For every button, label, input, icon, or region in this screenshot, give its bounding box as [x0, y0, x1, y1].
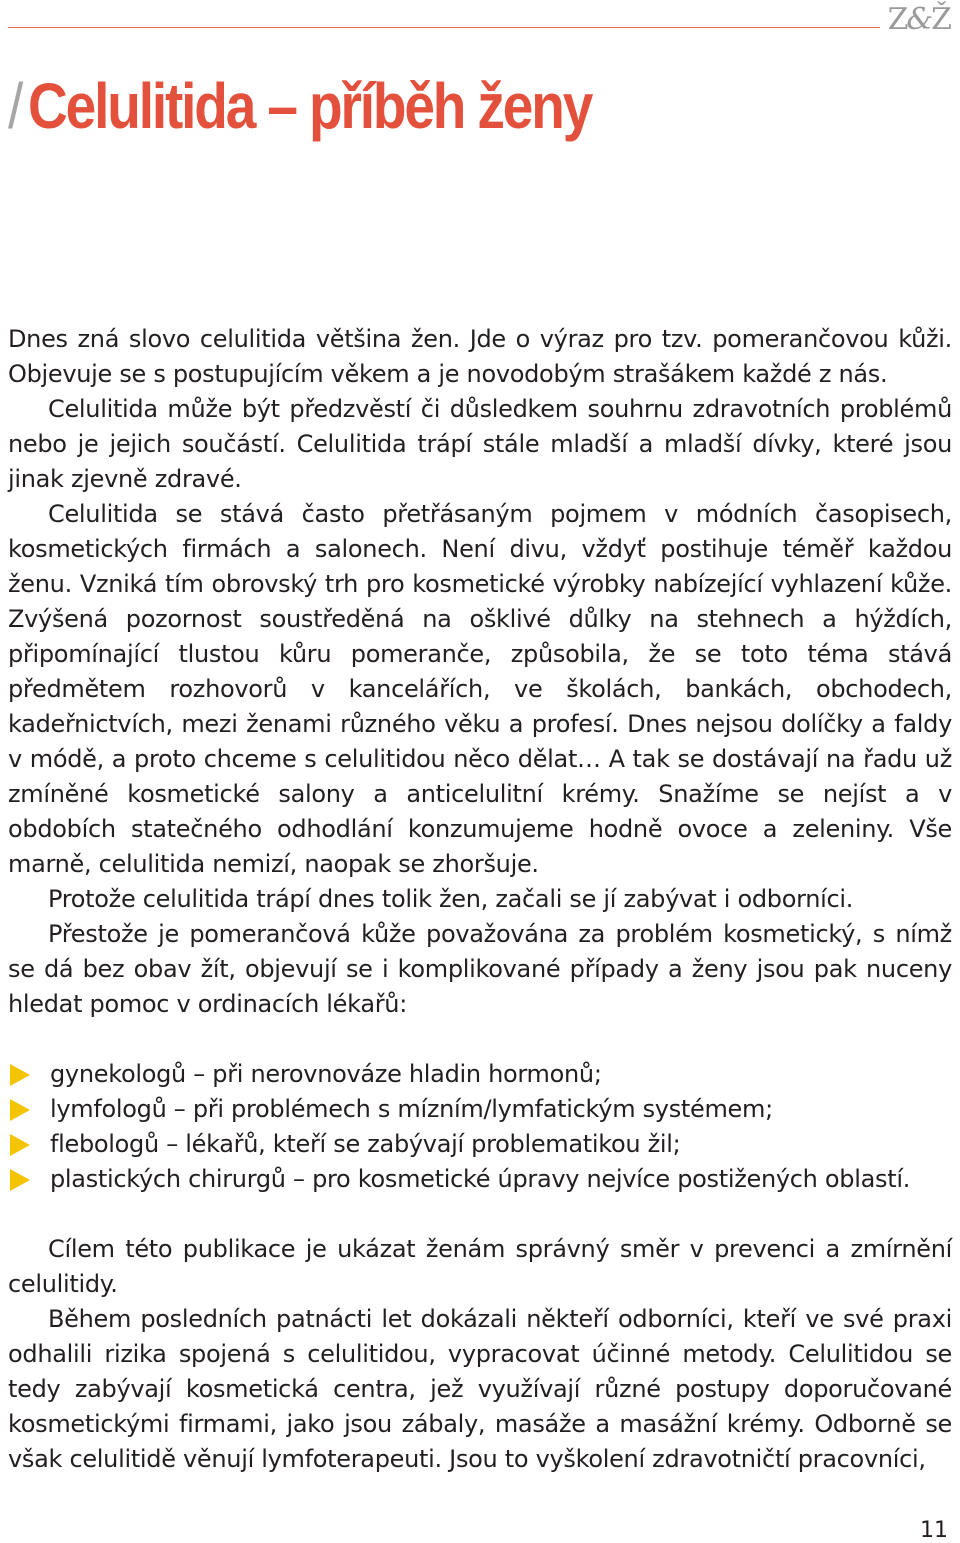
- list-item: [8, 1127, 952, 1162]
- triangle-bullet-icon: [10, 1134, 30, 1156]
- list-item: [8, 1162, 952, 1197]
- list-item-text: plastických chirurgů – pro kosmetické úpravy nejvíce postižených oblastí.: [50, 1165, 911, 1193]
- article-body: [8, 322, 952, 1477]
- list-item-text: flebologů – lékařů, kteří se zabývají problematikou žil;: [50, 1130, 681, 1158]
- triangle-bullet-icon: [10, 1064, 30, 1086]
- specialists-list: [8, 1057, 952, 1197]
- title-text: Celulitida – příběh ženy: [28, 70, 592, 142]
- page-title: [8, 66, 591, 146]
- paragraph-intro: Dnes zná slovo celulitida většina žen. Jde o výraz pro tzv. pomerančovou kůži. Objevuje se s postupujícím věkem a je novodobým strašákem každé z nás.: [8, 325, 952, 388]
- paragraph-5: Přestože je pomerančová kůže považována za problém kosmetický, s nímž se dá bez obav žít, objevují se i komplikované případy a ženy jsou pak nuceny hledat pomoc v ordinacích lékařů:: [8, 920, 952, 1018]
- page-number: 11: [920, 1518, 948, 1543]
- publisher-logo: [888, 0, 950, 40]
- triangle-bullet-icon: [10, 1169, 30, 1191]
- paragraph-6: Cílem této publikace je ukázat ženám správný směr v prevenci a zmírnění celulitidy.: [8, 1235, 952, 1298]
- list-item-text: lymfologů – při problémech s mízním/lymfatickým systémem;: [50, 1095, 773, 1123]
- list-item: [8, 1092, 952, 1127]
- list-item-text: gynekologů – při nerovnováze hladin hormonů;: [50, 1060, 602, 1088]
- triangle-bullet-icon: [10, 1099, 30, 1121]
- logo-z: Z: [887, 2, 907, 37]
- logo-ampersand: &: [906, 2, 932, 37]
- logo-zh: Ž: [931, 2, 950, 37]
- paragraph-3: Celulitida se stává často přetřásaným pojmem v módních časopisech, kosmetických firmách a salonech. Není divu, vždyť postihuje téměř každou ženu. Vzniká tím obrovský trh pro kosmetické výrobky nabízející vyhlazení kůže. Zvýšená pozornost soustředěná na ošklivé důlky na stehnech a hýždích, připomínající tlustou kůru pomeranče, způsobila, že se toto téma stává předmětem rozhovorů v kancelářích, ve školách, bankách, obchodech, kadeřnictvích, mezi ženami různého věku a profesí. Dnes nejsou dolíčky a faldy v módě, a proto chceme s celulitidou něco dělat… A tak se dostávají na řadu už zmíněné kosmetické salony a anticelulitní krémy. Snažíme se nejíst a v obdobích statečného odhodlání konzumujeme hodně ovoce a zeleniny. Vše marně, celulitida nemizí, naopak se zhoršuje.: [8, 500, 952, 878]
- paragraph-2: Celulitida může být předzvěstí či důsledkem souhrnu zdravotních problémů nebo je jejich součástí. Celulitida trápí stále mladší a mladší dívky, které jsou jinak zjevně zdravé.: [8, 395, 952, 493]
- paragraph-4: Protože celulitida trápí dnes tolik žen, začali se jí zabývat i odborníci.: [48, 885, 854, 913]
- list-item: [8, 1057, 952, 1092]
- paragraph-7: Během posledních patnácti let dokázali někteří odborníci, kteří ve své praxi odhalili rizika spojená s celulitidou, vypracovat účinné metody. Celulitidou se tedy zabývají kosmetická centra, jež využívají různé postupy doporučované kosmetickými firmami, jako jsou zábaly, masáže a masážní krémy. Odborně se však celulitidě věnují lymfoterapeuti. Jsou to vyškolení zdravotničtí pracovníci,: [8, 1305, 952, 1473]
- title-slash: /: [8, 70, 22, 142]
- header-rule: [8, 27, 880, 28]
